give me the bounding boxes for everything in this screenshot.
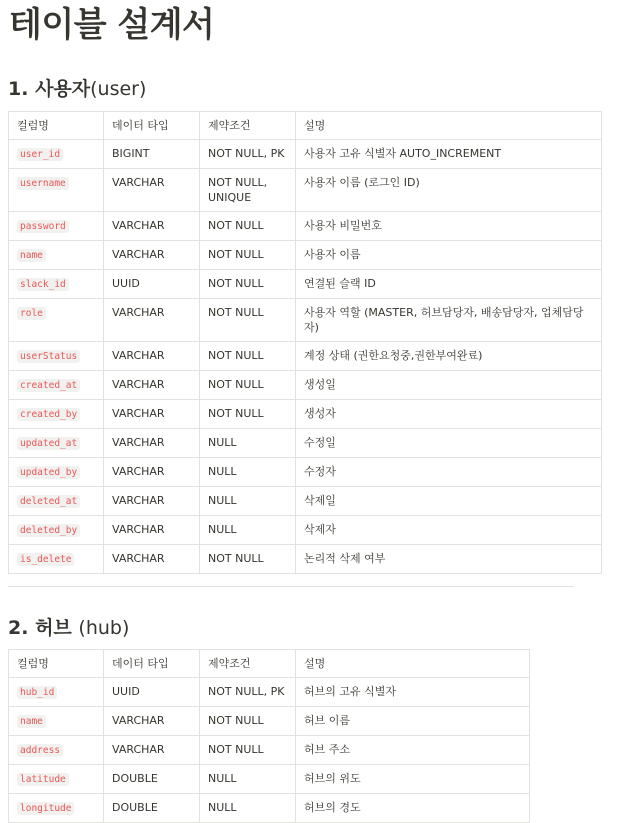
section-number: 2. — [8, 617, 29, 639]
inline-code: deleted_at — [17, 495, 80, 508]
table-row — [9, 169, 602, 212]
table-row — [9, 545, 602, 574]
cell-constraint: NOT NULL — [200, 241, 296, 270]
header-column-name: 컬럼명 — [9, 112, 104, 140]
inline-code: username — [17, 177, 69, 190]
table-row — [9, 241, 602, 270]
header-column-name: 컬럼명 — [9, 650, 104, 678]
cell-column — [9, 342, 104, 371]
cell-constraint: NOT NULL — [200, 707, 296, 736]
header-data-type: 데이터 타입 — [104, 650, 200, 678]
table-row — [9, 516, 602, 545]
cell-constraint: NOT NULL — [200, 371, 296, 400]
cell-constraint: NOT NULL — [200, 299, 296, 342]
cell-desc: 생성자 — [296, 400, 602, 429]
cell-column — [9, 487, 104, 516]
cell-type: VARCHAR — [104, 400, 200, 429]
cell-type: VARCHAR — [104, 371, 200, 400]
cell-desc: 허브의 고유 식별자 — [296, 678, 530, 707]
header-constraint: 제약조건 — [200, 112, 296, 140]
header-description: 설명 — [296, 650, 530, 678]
table-row — [9, 487, 602, 516]
inline-code: updated_by — [17, 466, 80, 479]
cell-column — [9, 794, 104, 823]
table-row — [9, 212, 602, 241]
table-row — [9, 765, 530, 794]
cell-desc: 사용자 고유 식별자 AUTO_INCREMENT — [296, 140, 602, 169]
table-row — [9, 140, 602, 169]
inline-code: deleted_by — [17, 524, 80, 537]
cell-desc: 허브 주소 — [296, 736, 530, 765]
user-table — [8, 111, 602, 574]
cell-type: UUID — [104, 678, 200, 707]
cell-column — [9, 169, 104, 212]
cell-desc: 허브의 경도 — [296, 794, 530, 823]
cell-type: VARCHAR — [104, 545, 200, 574]
cell-constraint: NOT NULL, UNIQUE — [200, 169, 296, 212]
table-row — [9, 342, 602, 371]
cell-type: VARCHAR — [104, 516, 200, 545]
cell-constraint: NOT NULL, PK — [200, 678, 296, 707]
inline-code: created_by — [17, 408, 80, 421]
table-header-row — [9, 112, 602, 140]
cell-type: BIGINT — [104, 140, 200, 169]
cell-constraint: NULL — [200, 794, 296, 823]
page-title: 테이블 설계서 — [9, 5, 215, 45]
cell-constraint: NULL — [200, 487, 296, 516]
cell-type: DOUBLE — [104, 765, 200, 794]
cell-column — [9, 707, 104, 736]
cell-type: VARCHAR — [104, 299, 200, 342]
cell-constraint: NOT NULL — [200, 342, 296, 371]
section-paren: (user) — [90, 78, 147, 100]
cell-desc: 허브의 위도 — [296, 765, 530, 794]
cell-type: VARCHAR — [104, 458, 200, 487]
table-row — [9, 458, 602, 487]
cell-type: VARCHAR — [104, 169, 200, 212]
table-row — [9, 270, 602, 299]
cell-desc: 논리적 삭제 여부 — [296, 545, 602, 574]
cell-desc: 계정 상태 (권한요청중,권한부여완료) — [296, 342, 602, 371]
table-row — [9, 371, 602, 400]
cell-desc: 삭제일 — [296, 487, 602, 516]
cell-type: VARCHAR — [104, 342, 200, 371]
cell-constraint: NOT NULL — [200, 270, 296, 299]
cell-desc: 사용자 역할 (MASTER, 허브담당자, 배송담당자, 업체담당자) — [296, 299, 602, 342]
cell-type: UUID — [104, 270, 200, 299]
table-header-row — [9, 650, 530, 678]
cell-column — [9, 270, 104, 299]
cell-type: VARCHAR — [104, 241, 200, 270]
section-paren: (hub) — [78, 617, 130, 639]
cell-column — [9, 458, 104, 487]
inline-code: created_at — [17, 379, 80, 392]
section-divider — [8, 586, 574, 587]
inline-code: password — [17, 220, 69, 233]
table-row — [9, 400, 602, 429]
cell-constraint: NULL — [200, 429, 296, 458]
cell-constraint: NULL — [200, 516, 296, 545]
table-row — [9, 794, 530, 823]
section-title-hub — [8, 616, 129, 640]
cell-column — [9, 429, 104, 458]
cell-constraint: NOT NULL — [200, 212, 296, 241]
cell-column — [9, 241, 104, 270]
inline-code: address — [17, 744, 63, 757]
inline-code: latitude — [17, 773, 69, 786]
cell-desc: 생성일 — [296, 371, 602, 400]
inline-code: role — [17, 307, 46, 320]
cell-type: DOUBLE — [104, 794, 200, 823]
table-row — [9, 707, 530, 736]
inline-code: name — [17, 249, 46, 262]
cell-column — [9, 545, 104, 574]
inline-code: userStatus — [17, 350, 80, 363]
cell-desc: 사용자 비밀번호 — [296, 212, 602, 241]
cell-desc: 수정일 — [296, 429, 602, 458]
table-row — [9, 429, 602, 458]
header-data-type: 데이터 타입 — [104, 112, 200, 140]
inline-code: hub_id — [17, 686, 57, 699]
section-name: 사용자 — [35, 78, 91, 100]
cell-desc: 허브 이름 — [296, 707, 530, 736]
hub-table — [8, 649, 530, 823]
cell-desc: 수정자 — [296, 458, 602, 487]
cell-column — [9, 299, 104, 342]
header-constraint: 제약조건 — [200, 650, 296, 678]
table-row — [9, 736, 530, 765]
cell-constraint: NOT NULL, PK — [200, 140, 296, 169]
table-row — [9, 678, 530, 707]
inline-code: user_id — [17, 148, 63, 161]
cell-type: VARCHAR — [104, 429, 200, 458]
inline-code: slack_id — [17, 278, 69, 291]
cell-column — [9, 736, 104, 765]
cell-type: VARCHAR — [104, 707, 200, 736]
inline-code: longitude — [17, 802, 74, 815]
cell-type: VARCHAR — [104, 487, 200, 516]
cell-column — [9, 678, 104, 707]
cell-constraint: NOT NULL — [200, 736, 296, 765]
cell-desc: 연결된 슬랙 ID — [296, 270, 602, 299]
cell-column — [9, 400, 104, 429]
cell-column — [9, 516, 104, 545]
cell-desc: 사용자 이름 — [296, 241, 602, 270]
cell-constraint: NULL — [200, 458, 296, 487]
inline-code: updated_at — [17, 437, 80, 450]
cell-desc: 삭제자 — [296, 516, 602, 545]
cell-column — [9, 371, 104, 400]
section-number: 1. — [8, 78, 29, 100]
cell-column — [9, 765, 104, 794]
inline-code: name — [17, 715, 46, 728]
section-title-user — [8, 77, 146, 101]
cell-constraint: NULL — [200, 765, 296, 794]
header-description: 설명 — [296, 112, 602, 140]
cell-constraint: NOT NULL — [200, 545, 296, 574]
cell-column — [9, 212, 104, 241]
cell-constraint: NOT NULL — [200, 400, 296, 429]
cell-type: VARCHAR — [104, 736, 200, 765]
cell-desc: 사용자 이름 (로그인 ID) — [296, 169, 602, 212]
cell-column — [9, 140, 104, 169]
section-name: 허브 — [35, 617, 72, 639]
cell-type: VARCHAR — [104, 212, 200, 241]
table-row — [9, 299, 602, 342]
inline-code: is_delete — [17, 553, 74, 566]
